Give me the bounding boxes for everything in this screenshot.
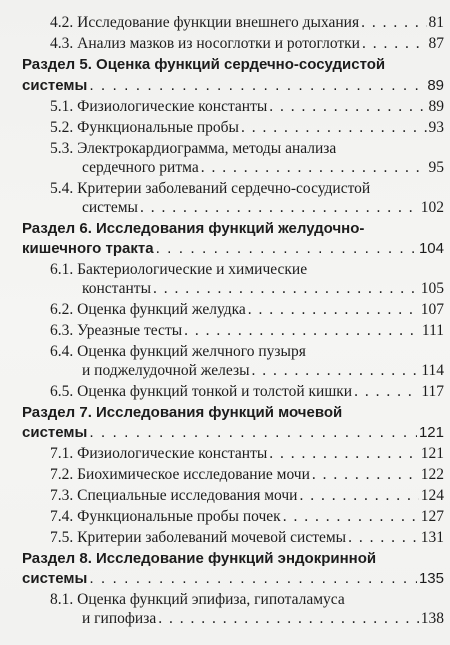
toc-entry-number: 6.2. <box>50 301 74 318</box>
toc-entry-5-1[interactable] <box>50 97 444 116</box>
toc-entry-6-3[interactable] <box>50 321 444 340</box>
toc-leader-dots <box>269 444 418 463</box>
toc-entry-title-line1: Оценка функций желчного пузыря <box>77 343 306 360</box>
toc-entry-7-2[interactable] <box>50 465 444 484</box>
toc-leader-dots <box>269 97 426 116</box>
toc-section-6[interactable] <box>22 239 444 258</box>
toc-entry-7-1[interactable] <box>50 444 444 463</box>
toc-section-7-title-line1[interactable]: Раздел 7. Исследования функций мочевой <box>22 404 343 421</box>
toc-entry-8-1-line1[interactable] <box>50 590 345 609</box>
toc-page-number: 138 <box>420 610 444 627</box>
toc-page-number: 104 <box>418 240 444 257</box>
toc-section-5[interactable] <box>22 76 444 95</box>
toc-entry-5-4[interactable] <box>82 198 444 217</box>
toc-section-7[interactable] <box>22 423 444 442</box>
toc-entry-title: Оценка функций желудка <box>77 301 246 318</box>
toc-entry-title-line1: Критерии заболеваний сердечно-сосудистой <box>77 180 371 197</box>
toc-entry-number: 7.1. <box>50 445 74 462</box>
toc-entry-5-3[interactable] <box>82 158 444 177</box>
toc-entry-title: Исследование функции внешнего дыхания <box>77 14 360 31</box>
toc-page-number: 95 <box>428 159 444 176</box>
toc-leader-dots <box>248 300 419 319</box>
toc-entry-4-3[interactable] <box>50 34 444 53</box>
toc-leader-dots <box>283 507 419 526</box>
toc-entry-title-line2: сердечного ритма <box>82 159 199 176</box>
toc-leader-dots <box>241 118 427 137</box>
toc-leader-dots <box>361 13 426 32</box>
toc-page-number: 127 <box>420 508 444 525</box>
toc-entry-5-4-line1[interactable] <box>50 179 370 198</box>
toc-page-number: 124 <box>420 487 444 504</box>
toc-entry-number: 4.3. <box>50 35 74 52</box>
toc-section-5-title-line1[interactable]: Раздел 5. Оценка функций сердечно-сосудистой <box>22 56 386 73</box>
toc-entry-title: Функциональные пробы <box>77 119 239 136</box>
toc-entry-number: 5.2. <box>50 119 74 136</box>
toc-entry-5-2[interactable] <box>50 118 444 137</box>
toc-entry-number: 6.5. <box>50 383 74 400</box>
toc-entry-6-4-line1[interactable] <box>50 342 306 361</box>
toc-entry-title-line2: системы <box>82 199 138 216</box>
toc-entry-number: 5.4. <box>50 180 74 197</box>
toc-entry-number: 7.3. <box>50 487 74 504</box>
toc-entry-number: 7.5. <box>50 529 74 546</box>
toc-page-number: 135 <box>418 570 444 587</box>
toc-leader-dots <box>201 158 427 177</box>
toc-leader-dots <box>158 609 419 628</box>
toc-leader-dots <box>312 465 419 484</box>
toc-page-number: 93 <box>428 119 444 136</box>
toc-entry-number: 6.1. <box>50 261 74 278</box>
toc-section-8[interactable] <box>22 569 444 588</box>
toc-entry-6-1-line1[interactable] <box>50 260 307 279</box>
toc-leader-dots <box>354 382 419 401</box>
toc-leader-dots <box>184 321 420 340</box>
toc-page-number: 122 <box>420 466 444 483</box>
toc-entry-7-3[interactable] <box>50 486 444 505</box>
toc-leader-dots <box>252 361 420 380</box>
toc-entry-title: Анализ мазков из носоглотки и ротоглотки <box>77 35 360 52</box>
toc-entry-title: Функциональные пробы почек <box>77 508 281 525</box>
toc-leader-dots <box>348 528 419 547</box>
toc-entry-title: Критерии заболеваний мочевой системы <box>77 529 347 546</box>
toc-page-number: 105 <box>420 280 444 297</box>
toc-page-number: 121 <box>418 424 444 441</box>
toc-entry-title: Физиологические константы <box>77 98 268 115</box>
toc-entry-number: 7.4. <box>50 508 74 525</box>
toc-entry-title: Оценка функций тонкой и толстой кишки <box>77 383 353 400</box>
toc-leader-dots <box>153 279 419 298</box>
toc-entry-5-3-line1[interactable] <box>50 139 336 158</box>
toc-entry-number: 5.3. <box>50 140 74 157</box>
toc-page-number: 87 <box>428 35 444 52</box>
toc-leader-dots <box>362 34 427 53</box>
toc-entry-title-line1: Электрокардиограмма, методы анализа <box>77 140 337 157</box>
toc-page-number: 121 <box>420 445 444 462</box>
toc-entry-number: 8.1. <box>50 591 74 608</box>
toc-page-number: 102 <box>420 199 444 216</box>
toc-page-number: 81 <box>428 14 444 31</box>
toc-section-title-line2: системы <box>22 77 88 94</box>
toc-entry-7-4[interactable] <box>50 507 444 526</box>
toc-entry-title-line1: Бактериологические и химические <box>77 261 308 278</box>
toc-section-6-title-line1[interactable]: Раздел 6. Исследования функций желудочно- <box>22 220 365 237</box>
toc-entry-title-line2: константы <box>82 280 151 297</box>
toc-entry-title: Специальные исследования мочи <box>77 487 298 504</box>
toc-page-number: 111 <box>421 322 444 339</box>
toc-leader-dots <box>140 198 419 217</box>
toc-section-title-line2: системы <box>22 424 88 441</box>
toc-page-number: 89 <box>428 98 444 115</box>
toc-entry-title: Уреазные тесты <box>77 322 183 339</box>
toc-entry-number: 4.2. <box>50 14 74 31</box>
toc-page-number: 117 <box>421 383 444 400</box>
toc-section-8-title-line1[interactable]: Раздел 8. Исследование функций эндокринной <box>22 550 377 567</box>
toc-leader-dots <box>89 569 417 588</box>
toc-entry-6-2[interactable] <box>50 300 444 319</box>
toc-entry-6-5[interactable] <box>50 382 444 401</box>
toc-entry-title-line1: Оценка функций эпифиза, гипоталамуса <box>77 591 345 608</box>
toc-entry-7-5[interactable] <box>50 528 444 547</box>
toc-leader-dots <box>156 239 417 258</box>
toc-entry-number: 7.2. <box>50 466 74 483</box>
toc-entry-title-line2: и гипофиза <box>82 610 157 627</box>
toc-entry-number: 6.4. <box>50 343 74 360</box>
toc-section-title-line2: кишечного тракта <box>22 240 154 257</box>
toc-entry-title: Физиологические константы <box>77 445 268 462</box>
toc-entry-number: 5.1. <box>50 98 74 115</box>
toc-entry-8-1[interactable] <box>82 609 444 628</box>
toc-page-number: 131 <box>420 529 444 546</box>
toc-page-number: 107 <box>420 301 444 318</box>
toc-entry-number: 6.3. <box>50 322 74 339</box>
toc-section-title-line2: системы <box>22 570 88 587</box>
toc-entry-title-line2: и поджелудочной железы <box>82 362 250 379</box>
toc-leader-dots <box>299 486 418 505</box>
toc-page-number: 89 <box>427 77 444 94</box>
toc-leader-dots <box>89 423 417 442</box>
toc-entry-4-2[interactable] <box>50 13 444 32</box>
toc-entry-6-1[interactable] <box>82 279 444 298</box>
toc-entry-6-4[interactable] <box>82 361 444 380</box>
toc-page-number: 114 <box>421 362 444 379</box>
toc-leader-dots <box>89 76 425 95</box>
toc-entry-title: Биохимическое исследование мочи <box>77 466 310 483</box>
